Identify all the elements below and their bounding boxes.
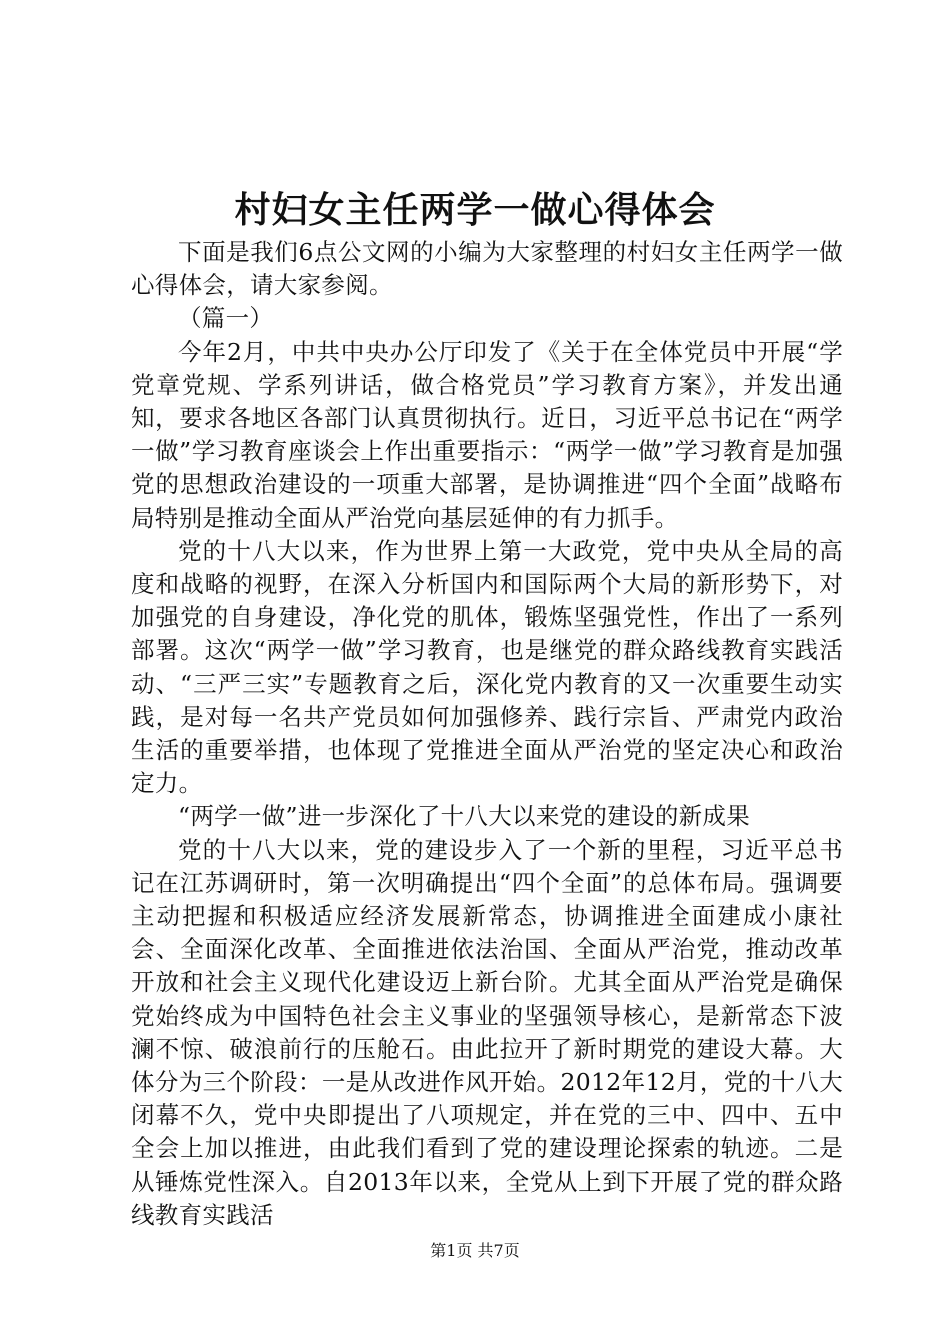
document-title: 村妇女主任两学一做心得体会 xyxy=(234,189,716,231)
page-footer: 第1页 共7页 xyxy=(430,1241,520,1260)
paragraph-subheading: “两学一做”进一步深化了十八大以来党的建设的新成果 xyxy=(178,802,751,831)
paragraph-section-label: （篇一） xyxy=(178,304,274,333)
paragraph-intro: 下面是我们6点公文网的小编为大家整理的村妇女主任两学一做心得体会，请大家参阅。 xyxy=(131,238,843,300)
paragraph-body: 今年2月，中共中央办公厅印发了《关于在全体党员中开展“学党章党规、学系列讲话，做合格党员”学习教育方案》，并发出通知，要求各地区各部门认真贯彻执行。近日，习近平总书记在“两学一做”学习教育座谈会上作出重要指示：“两学一做”学习教育是加强党的思想政治建设的一项重大部署，是协调推进“四个全面”战略布局特别是推动全面从严治党向基层延伸的有力抓手。 xyxy=(131,337,843,532)
paragraph-body: 党的十八大以来，党的建设步入了一个新的里程，习近平总书记在江苏调研时，第一次明确提出“四个全面”的总体布局。强调要主动把握和积极适应经济发展新常态，协调推进全面建成小康社会、全面深化改革、全面推进依法治国、全面从严治党，推动改革开放和社会主义现代化建设迈上新台阶。尤其全面从严治党是确保党始终成为中国特色社会主义事业的坚强领导核心，是新常态下波澜不惊、破浪前行的压舱石。由此拉开了新时期党的建设大幕。大体分为三个阶段：一是从改进作风开始。2012年12月，党的十八大闭幕不久，党中央即提出了八项规定，并在党的三中、四中、五中全会上加以推进，由此我们看到了党的建设理论探索的轨迹。二是从锤炼党性深入。自2013年以来，全党从上到下开展了党的群众路线教育实践活 xyxy=(131,835,843,1229)
document-body xyxy=(131,236,843,1232)
paragraph-body: 党的十八大以来，作为世界上第一大政党，党中央从全局的高度和战略的视野，在深入分析国内和国际两个大局的新形势下，对加强党的自身建设，净化党的肌体，锻炼坚强党性，作出了一系列部署。这次“两学一做”学习教育，也是继党的群众路线教育实践活动、“三严三实”专题教育之后，深化党内教育的又一次重要生动实践，是对每一名共产党员如何加强修养、践行宗旨、严肃党内政治生活的重要举措，也体现了党推进全面从严治党的坚定决心和政治定力。 xyxy=(131,536,843,798)
